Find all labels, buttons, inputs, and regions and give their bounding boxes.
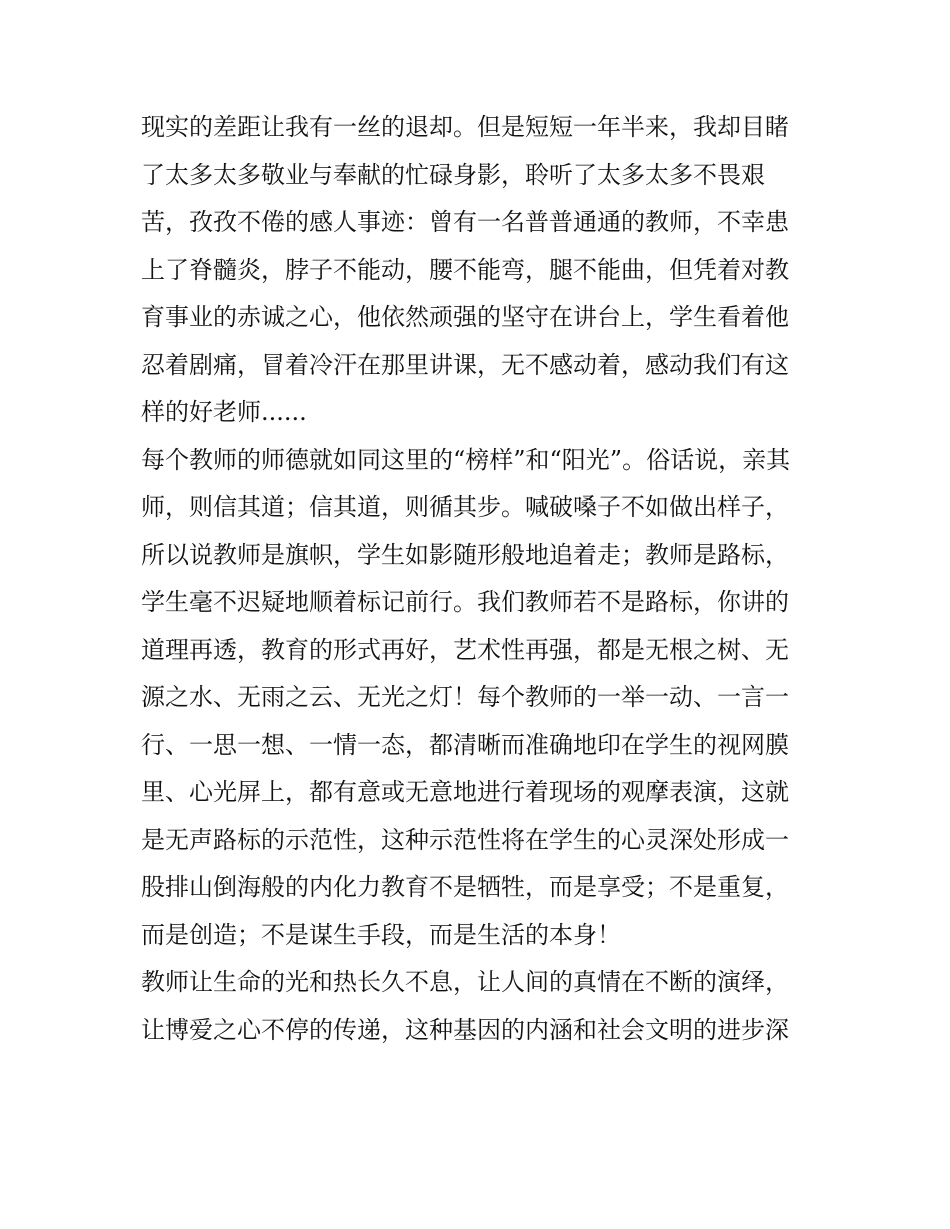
text-line: 是无声路标的示范性，这种示范性将在学生的心灵深处形成一 [141, 825, 789, 854]
text-line: 现实的差距让我有一丝的退却。但是短短一年半来，我却目睹 [141, 113, 789, 141]
text-line: 每个教师的师德就如同这里的“榜样”和“阳光”。俗话说，亲其 [141, 445, 791, 474]
text-line: 忍着剧痛，冒着冷汗在那里讲课，无不感动着，感动我们有这 [141, 350, 789, 379]
text-line: 教师让生命的光和热长久不息，让人间的真情在不断的演绎， [141, 968, 789, 996]
text-line: 样的好老师...... [141, 398, 307, 426]
text-line: 育事业的赤诚之心，他依然顽强的坚守在讲台上，学生看着他 [141, 303, 789, 331]
text-line: 道理再透，教育的形式再好，艺术性再强，都是无根之树、无 [141, 635, 789, 664]
body-text [141, 104, 831, 1054]
text-line: 而是创造；不是谋生手段，而是生活的本身！ [141, 920, 621, 949]
text-line: 行、一思一想、一情一态，都清晰而准确地印在学生的视网膜 [141, 730, 789, 759]
text-line: 苦，孜孜不倦的感人事迹：曾有一名普普通通的教师，不幸患 [141, 208, 789, 236]
text-line: 股排山倒海般的内化力教育不是牺牲，而是享受；不是重复， [141, 873, 789, 901]
text-line: 里、心光屏上，都有意或无意地进行着现场的观摩表演，这就 [141, 778, 789, 806]
text-line: 了太多太多敬业与奉献的忙碌身影，聆听了太多太多不畏艰 [141, 160, 765, 189]
text-line: 学生毫不迟疑地顺着标记前行。我们教师若不是路标，你讲的 [141, 588, 789, 616]
text-line: 师，则信其道；信其道，则循其步。喊破嗓子不如做出样子， [141, 493, 789, 521]
text-line: 所以说教师是旗帜，学生如影随形般地追着走；教师是路标， [141, 540, 789, 569]
text-line: 让博爱之心不停的传递，这种基因的内涵和社会文明的进步深 [141, 1015, 789, 1044]
text-line: 源之水、无雨之云、无光之灯！每个教师的一举一动、一言一 [141, 683, 789, 711]
text-line: 上了脊髓炎，脖子不能动，腰不能弯，腿不能曲，但凭着对教 [141, 255, 789, 284]
